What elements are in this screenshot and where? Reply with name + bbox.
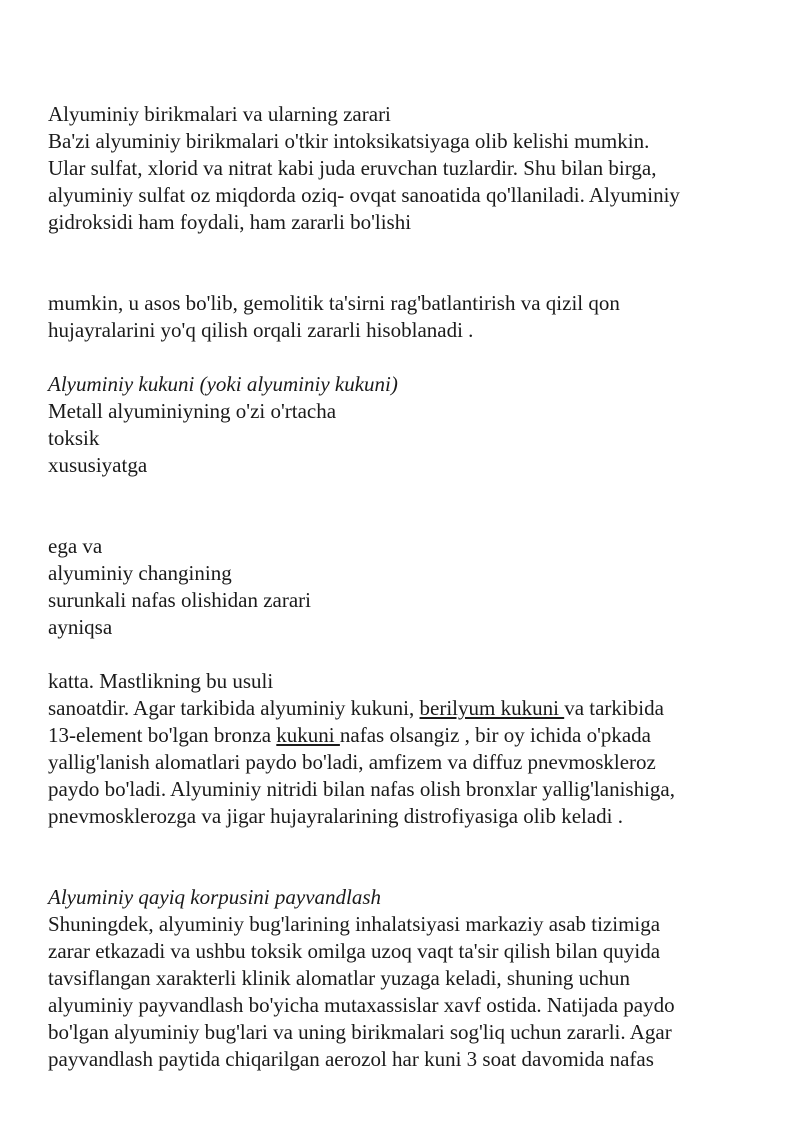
- kukuni-link[interactable]: kukuni: [276, 723, 340, 747]
- spacer: [48, 236, 788, 290]
- paragraph-line: katta. Mastlikning bu usuli: [48, 669, 274, 693]
- text-run: 13-element bo'lgan bronza: [48, 723, 277, 747]
- spacer: [48, 830, 788, 884]
- paragraph-line: Shuningdek, alyuminiy bug'larining inhalatsiyasi markaziy asab tizimiga: [48, 912, 661, 936]
- spacer: [48, 344, 788, 371]
- paragraph-line: zarar etkazadi va ushbu toksik omilga uzoq vaqt ta'sir qilish bilan quyida: [48, 939, 661, 963]
- section-heading: Alyuminiy kukuni (yoki alyuminiy kukuni): [48, 372, 398, 396]
- berilyum-kukuni-link[interactable]: berilyum kukuni: [419, 696, 565, 720]
- paragraph-line: mumkin, u asos bo'lib, gemolitik ta'sirni rag'batlantirish va qizil qon: [48, 291, 620, 315]
- paragraph-line: xususiyatga: [48, 453, 148, 477]
- document-page: [48, 101, 788, 1073]
- spacer: [48, 479, 788, 533]
- paragraph-line: pnevmosklerozga va jigar hujayralarining distrofiyasiga olib keladi .: [48, 804, 623, 828]
- paragraph-line: gidroksidi ham foydali, ham zararli bo'lishi: [48, 210, 412, 234]
- paragraph-line: paydo bo'ladi. Alyuminiy nitridi bilan nafas olish bronxlar yallig'lanishiga,: [48, 777, 675, 801]
- paragraph-line: tavsiflangan xarakterli klinik alomatlar yuzaga keladi, shuning uchun: [48, 966, 630, 990]
- paragraph-line: Ular sulfat, xlorid va nitrat kabi juda eruvchan tuzlardir. Shu bilan birga,: [48, 156, 657, 180]
- spacer: [48, 641, 788, 668]
- paragraph-line: alyuminiy sulfat oz miqdorda oziq- ovqat sanoatida qo'llaniladi. Alyuminiy: [48, 183, 680, 207]
- paragraph-line: Ba'zi alyuminiy birikmalari o'tkir intoksikatsiyaga olib kelishi mumkin.: [48, 129, 650, 153]
- paragraph-line: hujayralarini yo'q qilish orqali zararli hisoblanadi .: [48, 318, 474, 342]
- section-heading: Alyuminiy qayiq korpusini payvandlash: [48, 885, 382, 909]
- paragraph-line: Metall alyuminiyning o'zi o'rtacha: [48, 399, 337, 423]
- paragraph-line: alyuminiy changining: [48, 561, 232, 585]
- paragraph-line: alyuminiy payvandlash bo'yicha mutaxassislar xavf ostida. Natijada paydo: [48, 993, 675, 1017]
- paragraph-line: payvandlash paytida chiqarilgan aerozol har kuni 3 soat davomida nafas: [48, 1047, 654, 1071]
- section-heading: Alyuminiy birikmalari va ularning zarari: [48, 102, 391, 126]
- paragraph-line: [48, 722, 788, 749]
- paragraph-line: yallig'lanish alomatlari paydo bo'ladi, amfizem va diffuz pnevmoskleroz: [48, 750, 656, 774]
- text-run: sanoatdir. Agar tarkibida alyuminiy kukuni,: [48, 696, 420, 720]
- paragraph-line: toksik: [48, 426, 100, 450]
- paragraph-line: ega va: [48, 534, 103, 558]
- paragraph-line: bo'lgan alyuminiy bug'lari va uning birikmalari sog'liq uchun zararli. Agar: [48, 1020, 672, 1044]
- paragraph-line: [48, 695, 788, 722]
- paragraph-line: ayniqsa: [48, 615, 113, 639]
- text-run: va tarkibida: [564, 696, 664, 720]
- paragraph-line: surunkali nafas olishidan zarari: [48, 588, 311, 612]
- text-run: nafas olsangiz , bir oy ichida o'pkada: [339, 723, 651, 747]
